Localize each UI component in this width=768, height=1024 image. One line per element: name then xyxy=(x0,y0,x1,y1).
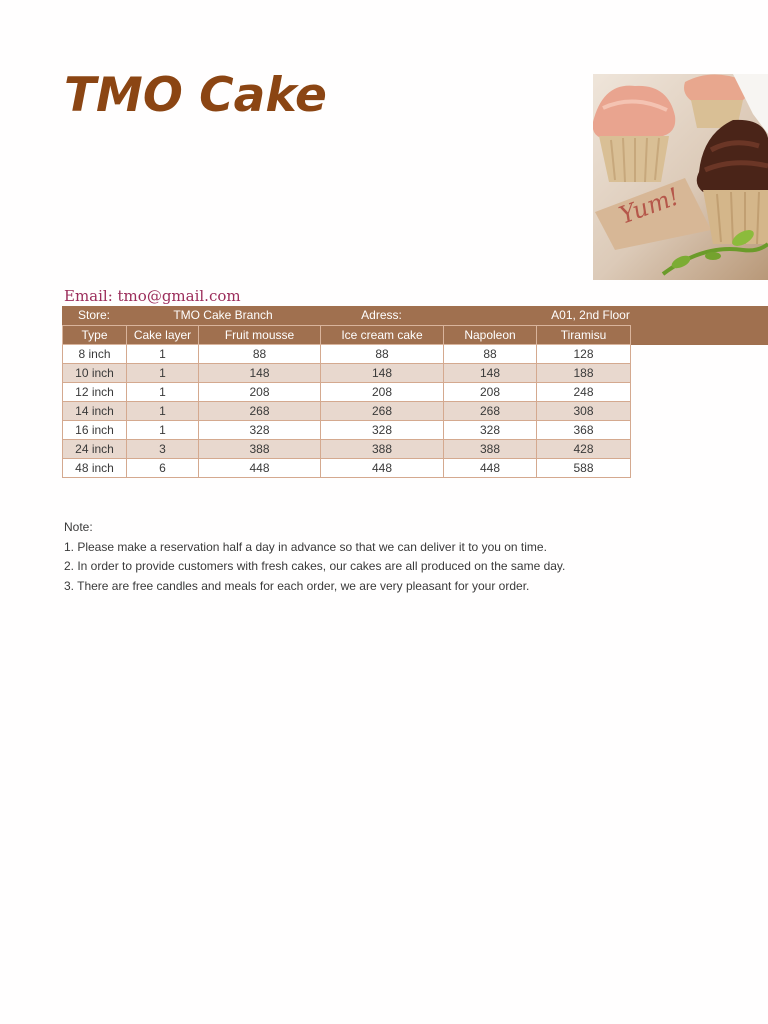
table-row xyxy=(63,459,631,478)
table-cell: 208 xyxy=(199,383,321,402)
table-cell: 8 inch xyxy=(63,345,127,364)
table-row xyxy=(63,421,631,440)
table-cell: 16 inch xyxy=(63,421,127,440)
table-cell: 6 xyxy=(127,459,199,478)
table-row xyxy=(63,364,631,383)
table-cell: 1 xyxy=(127,364,199,383)
table-cell: 1 xyxy=(127,383,199,402)
table-row xyxy=(63,440,631,459)
price-table xyxy=(62,325,631,478)
table-cell: 208 xyxy=(321,383,444,402)
table-cell: 388 xyxy=(321,440,444,459)
note-item: 3. There are free candles and meals for each order, we are very pleasant for your order. xyxy=(64,578,530,593)
column-header-napoleon: Napoleon xyxy=(444,326,537,345)
table-cell: 368 xyxy=(537,421,631,440)
table-cell: 88 xyxy=(199,345,321,364)
store-value: TMO Cake Branch xyxy=(173,308,273,322)
table-cell: 1 xyxy=(127,402,199,421)
notes-heading: Note: xyxy=(64,520,93,534)
table-cell: 388 xyxy=(444,440,537,459)
page-title: TMO Cake xyxy=(64,68,327,123)
table-cell: 268 xyxy=(444,402,537,421)
cupcakes-photo xyxy=(593,74,768,280)
note-item: 1. Please make a reservation half a day in advance so that we can deliver it to you on time. xyxy=(64,539,547,554)
table-cell: 328 xyxy=(444,421,537,440)
table-row xyxy=(63,383,631,402)
table-cell: 428 xyxy=(537,440,631,459)
notes-section xyxy=(64,518,565,596)
table-cell: 24 inch xyxy=(63,440,127,459)
table-cell: 388 xyxy=(199,440,321,459)
column-header-ice-cream-cake: Ice cream cake xyxy=(321,326,444,345)
table-cell: 208 xyxy=(444,383,537,402)
note-item: 2. In order to provide customers with fresh cakes, our cakes are all produced on the same day. xyxy=(64,559,566,573)
table-cell: 248 xyxy=(537,383,631,402)
table-cell: 308 xyxy=(537,402,631,421)
table-header-row xyxy=(63,326,631,345)
table-row xyxy=(63,402,631,421)
table-cell: 1 xyxy=(127,345,199,364)
column-header-cake-layer: Cake layer xyxy=(127,326,199,345)
table-cell: 448 xyxy=(444,459,537,478)
email-contact: Email: tmo@gmail.com xyxy=(64,287,241,305)
table-cell: 88 xyxy=(444,345,537,364)
table-cell: 148 xyxy=(444,364,537,383)
table-cell: 12 inch xyxy=(63,383,127,402)
address-label: Adress: xyxy=(361,308,402,322)
table-cell: 10 inch xyxy=(63,364,127,383)
table-cell: 128 xyxy=(537,345,631,364)
table-cell: 48 inch xyxy=(63,459,127,478)
store-label: Store: xyxy=(77,308,110,322)
table-cell: 148 xyxy=(199,364,321,383)
table-cell: 328 xyxy=(199,421,321,440)
table-cell: 328 xyxy=(321,421,444,440)
table-cell: 3 xyxy=(127,440,199,459)
table-cell: 148 xyxy=(321,364,444,383)
table-cell: 268 xyxy=(199,402,321,421)
table-cell: 14 inch xyxy=(63,402,127,421)
table-cell: 448 xyxy=(199,459,321,478)
table-cell: 268 xyxy=(321,402,444,421)
address-value: A01, 2nd Floor xyxy=(551,308,630,322)
table-row xyxy=(63,345,631,364)
column-header-fruit-mousse: Fruit mousse xyxy=(199,326,321,345)
table-cell: 448 xyxy=(321,459,444,478)
sign-text: Yum! xyxy=(615,182,683,230)
column-header-tiramisu: Tiramisu xyxy=(537,326,631,345)
table-cell: 588 xyxy=(537,459,631,478)
table-cell: 88 xyxy=(321,345,444,364)
column-header-type: Type xyxy=(63,326,127,345)
table-cell: 188 xyxy=(537,364,631,383)
table-cell: 1 xyxy=(127,421,199,440)
